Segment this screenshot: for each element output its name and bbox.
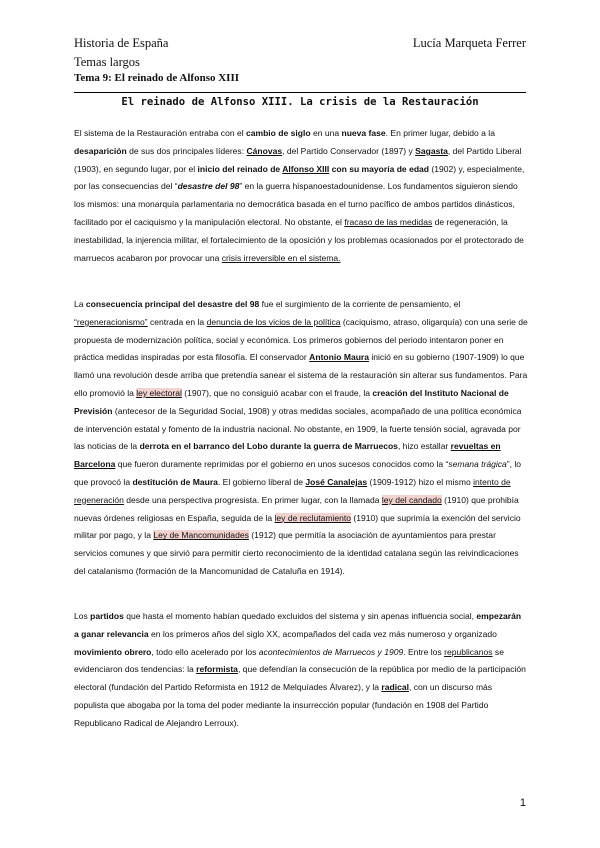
header-author: Lucía Marqueta Ferrer — [412, 36, 526, 50]
text-run: , que defendían la consecución de la república por medio de la participación electoral (fundación del Partido Reformista en 1912 de Melquíades Álvarez), y la — [74, 664, 526, 693]
page-number: 1 — [519, 797, 526, 809]
text-run: (caciquismo, atraso, oligarquía) con una serie de propuesta de modernización política, social y económica. Los primeros gobiernos del periodo intentaron poner en práctica medidas inspiradas por esta filosofía. El conservador — [74, 316, 528, 363]
text-run: creación del Instituto Nacional de Previsión — [74, 387, 509, 416]
text-run: en los primeros años del siglo XX, acompañados del cada vez más numeroso y organizado — [148, 628, 497, 639]
text-run: semana trágica — [448, 459, 507, 470]
text-run: destitución de Maura — [132, 476, 218, 487]
text-run: ley del candado — [381, 494, 442, 505]
text-run: revueltas en Barcelona — [74, 441, 501, 470]
text-run: de regeneración, la inestabilidad, la injerencia militar, el fortalecimiento de la oposición y los problemas ocasionados por el protectorado de marruecos acabaron por provocar una — [74, 216, 524, 263]
text-run: centrada en la — [147, 316, 207, 327]
header-unit: Tema 9: El reinado de Alfonso XIII — [74, 72, 240, 84]
text-run: nueva fase — [341, 128, 386, 138]
text-run: inició en su gobierno (1907-1909) lo que llamó una revolución desde arriba que pretendía sanear el sistema de la restauración sin alterar sus fundamentos. Para ello promovió la — [74, 352, 528, 398]
text-run: (1912) que permitía la asociación de ayuntamientos para prestar servicios comunes y que sirvió para permitir cierto reconocimiento de la identidad catalana según las reivindicaciones del catalanismo (formación de la Mancomunidad de Cataluña en 1914). — [74, 530, 519, 576]
text-run: desde una perspectiva progresista. En primer lugar, con la llamada — [123, 494, 382, 505]
text-run: movimiento obrero — [74, 646, 152, 657]
text-run: partidos — [90, 611, 124, 621]
text-run: , del Partido Conservador (1897) y — [282, 145, 416, 156]
text-run: Antonio Maura — [309, 352, 369, 363]
paragraph-1 — [74, 125, 528, 267]
text-run: , del Partido Liberal (1903), en segundo lugar, por el — [74, 145, 522, 174]
text-run: crisis irreversible en el sistema. — [221, 252, 341, 263]
text-run: Cánovas — [246, 145, 283, 156]
text-run: que fueron duramente reprimidas por el gobierno en unos sucesos conocidos como la “ — [115, 459, 449, 470]
text-run: ley electoral — [136, 387, 182, 398]
text-run: se evidenciaron dos tendencias: la — [74, 646, 504, 675]
text-run: ley de reclutamiento — [274, 512, 352, 523]
text-run: empezarán a ganar relevancia — [74, 611, 522, 639]
document-title: El reinado de Alfonso XIII. La crisis de la Restauración — [121, 96, 479, 108]
text-run: que hasta el momento habían quedado excluidos del sistema y sin apenas influencia social, — [123, 611, 477, 621]
header-subject: Historia de España — [74, 36, 169, 50]
text-run: en una — [310, 128, 342, 138]
text-run: (1910) que suprimía la exención del servicio militar por pago, y la — [74, 512, 521, 541]
header-divider — [74, 92, 526, 93]
text-run: . Entre los — [403, 646, 445, 657]
text-run: inicio del reinado de — [197, 163, 283, 174]
text-run: (1909-1912) hizo el mismo — [367, 476, 474, 487]
text-run: consecuencia principal del desastre del 98 — [85, 299, 260, 309]
text-run: fracaso de las medidas — [344, 216, 433, 227]
text-run: fue el surgimiento de la corriente de pensamiento, el — [259, 299, 461, 309]
text-run: desaparición — [74, 145, 127, 156]
text-run: reformista — [196, 664, 238, 675]
text-run: Sagasta — [415, 145, 448, 156]
text-run: El sistema de la Restauración entraba con el — [74, 128, 246, 138]
paragraph-2 — [74, 296, 528, 581]
text-run: (1910) que prohibía nuevas órdenes religiosas en España, seguida de la — [74, 494, 519, 523]
text-run: José Canalejas — [305, 476, 368, 487]
text-run: (1907), que no consiguió acabar con el fraude, la — [181, 387, 373, 398]
text-run: , hizo estallar — [397, 441, 451, 452]
text-run: La — [74, 299, 86, 309]
text-run: (antecesor de la Seguridad Social, 1908) y otras medidas sociales, acompañado de una política económica de intervención estatal y fomento de la industria nacional. No obstante, en 1909, la fuerte tensión social, agravada por las noticias de la — [74, 405, 522, 452]
text-run: ”, lo que provocó la — [74, 459, 522, 487]
text-run: intento de regeneración — [74, 476, 511, 505]
text-run: derrota en el barranco del Lobo durante la guerra de Marruecos — [139, 441, 398, 452]
text-run: con su mayoría de edad — [329, 163, 430, 174]
text-run: desastre del 98 — [177, 181, 240, 192]
header-doc-type: Temas largos — [74, 55, 140, 69]
text-run: . El gobierno liberal de — [217, 476, 306, 487]
text-run: de sus dos principales líderes: — [126, 145, 247, 156]
text-run: Alfonso XIII — [282, 163, 330, 174]
text-run: , con un discurso más populista que abogaba por la toma del poder mediante la insurrección popular (fundación en 1908 del Partido Republicano Radical de Alejandro Lerroux). — [74, 682, 493, 728]
text-run: republicanos — [444, 646, 493, 657]
text-run: (1902) y, especialmente, por las consecuencias del “ — [74, 163, 525, 192]
text-run: “regeneracionismo” — [74, 316, 148, 327]
text-run: ” en la guerra hispanoestadounidense. Los fundamentos siguieron siendo los mismos: una monarquía parlamentaria no democrática basada en el turno pacífico de ambos partidos dinásticos, facilitado por el caciquismo y la manipulación electoral. No obstante, el — [74, 181, 518, 227]
text-run: acontecimientos de Marruecos y 1909 — [258, 646, 404, 657]
text-run: . En primer lugar, debido a la — [385, 128, 495, 138]
text-run: , todo ello acelerado por los — [151, 646, 259, 657]
text-run: Los — [74, 611, 91, 621]
paragraph-3 — [74, 608, 528, 733]
text-run: Ley de Mancomunidades — [153, 530, 249, 541]
text-run: cambio de siglo — [245, 128, 311, 138]
text-run: denuncia de los vicios de la política — [206, 316, 341, 327]
text-run: radical — [381, 682, 409, 693]
